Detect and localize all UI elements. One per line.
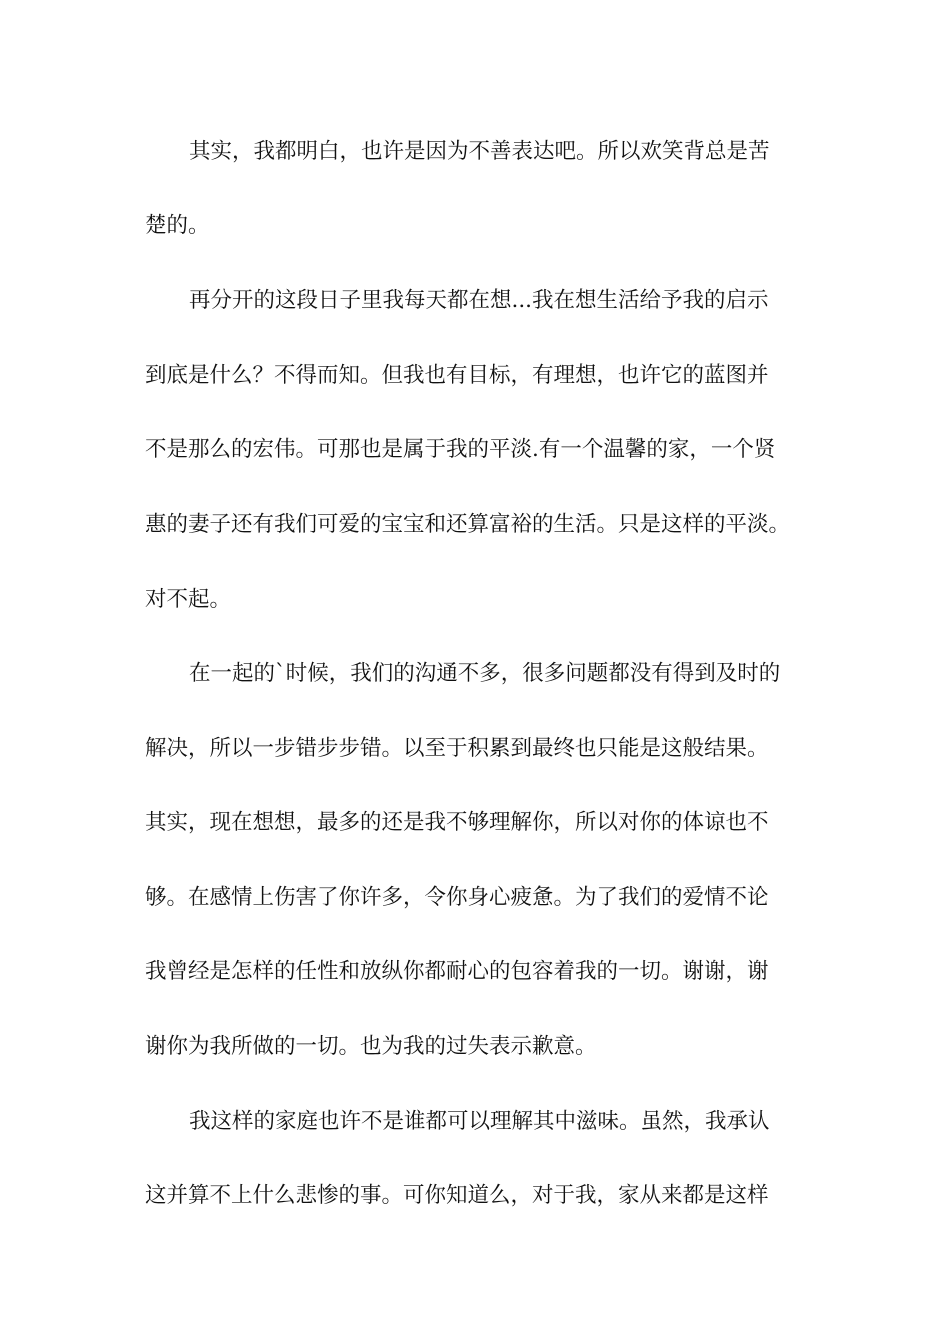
- paragraph-3-line-6: 谢你为我所做的一切。也为我的过失表示歉意。: [145, 1034, 597, 1059]
- paragraph-2-line-4: 惠的妻子还有我们可爱的宝宝和还算富裕的生活。只是这样的平淡。: [145, 512, 791, 537]
- paragraph-1-line-1: 其实，我都明白，也许是因为不善表达吧。所以欢笑背总是苦: [189, 139, 770, 164]
- paragraph-3-line-5: 我曾经是怎样的任性和放纵你都耐心的包容着我的一切。谢谢，谢: [145, 959, 769, 984]
- paragraph-3-line-4: 够。在感情上伤害了你许多，令你身心疲惫。为了我们的爱情不论: [145, 885, 769, 910]
- paragraph-2-line-2: 到底是什么？不得而知。但我也有目标，有理想，也许它的蓝图并: [145, 363, 769, 388]
- paragraph-2-line-3: 不是那么的宏伟。可那也是属于我的平淡.有一个温馨的家，一个贤: [145, 437, 776, 462]
- paragraph-4-line-2: 这并算不上什么悲惨的事。可你知道么，对于我，家从来都是这样: [145, 1183, 769, 1208]
- paragraph-3-line-1: 在一起的`时候，我们的沟通不多，很多问题都没有得到及时的: [189, 661, 781, 686]
- paragraph-4-line-1: 我这样的家庭也许不是谁都可以理解其中滋味。虽然，我承认: [189, 1109, 770, 1134]
- paragraph-1-line-2: 楚的。: [145, 213, 210, 238]
- paragraph-2-line-5: 对不起。: [145, 587, 232, 612]
- paragraph-3-line-3: 其实，现在想想，最多的还是我不够理解你，所以对你的体谅也不: [145, 810, 769, 835]
- paragraph-2-line-1: 再分开的这段日子里我每天都在想...我在想生活给予我的启示: [189, 288, 769, 313]
- paragraph-3-line-2: 解决，所以一步错步步错。以至于积累到最终也只能是这般结果。: [145, 736, 769, 761]
